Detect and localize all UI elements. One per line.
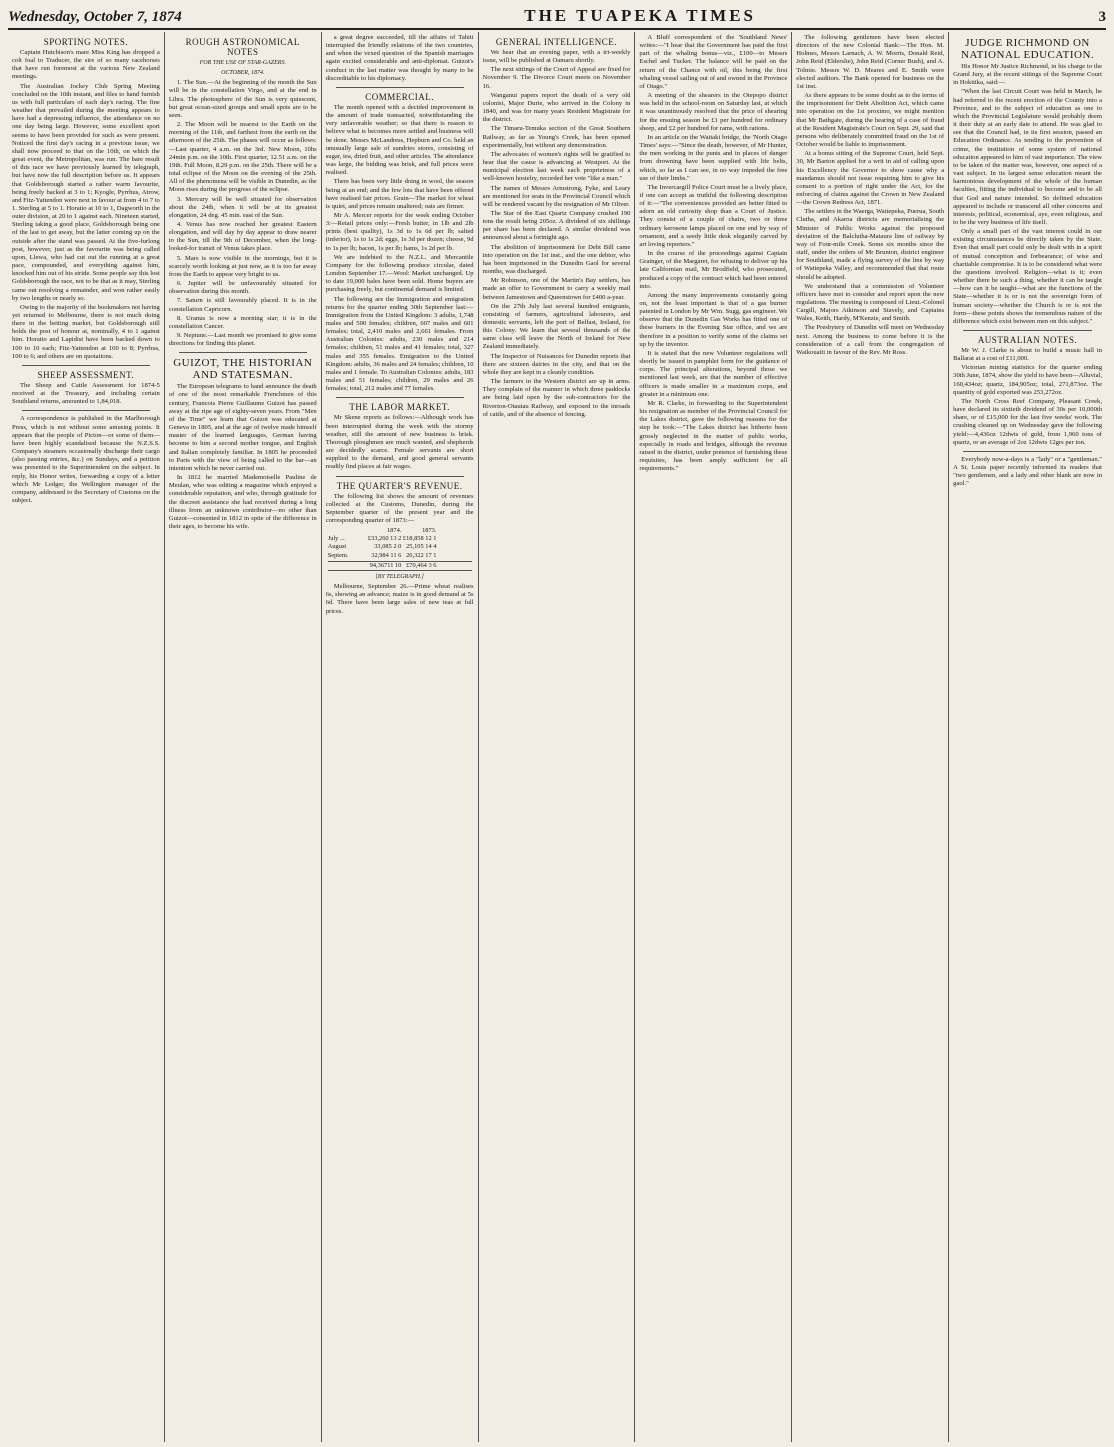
article-paragraph: In the course of the proceedings against Captain Grainger, of the Margaret, for refusing to deliver up his late Californian mail, Mr Brodfield, who prosecuted, produced a copy of the contract which had been entered into. — [639, 250, 788, 290]
table-cell: 25,105 14 4 — [406, 543, 437, 551]
section-subheading: OCTOBER, 1874. — [221, 70, 265, 77]
newspaper-title: THE TUAPEKA TIMES — [524, 6, 756, 25]
article-paragraph: The following list shows the amount of revenues collected at the Customs, Dunedin, during the September quarter of the present year and the corresponding quarter of 1873:— — [325, 492, 474, 524]
table-row — [328, 535, 472, 543]
article-paragraph: At a bonus sitting of the Supreme Court, held Sept. 30, Mr Barton applied for a writ in aid of calling upon his Excellency the Governor to show cause why a mandamus should not issue requiring him to give his consent to a portion of right under the Act, for the enforcing of claims against the Crown in New Zealand—the Crown Redress Act, 1871. — [796, 150, 945, 207]
divider — [963, 451, 1092, 452]
column-1 — [8, 32, 165, 1442]
table-cell: 1873. — [422, 527, 437, 535]
article-paragraph: The Sheep and Cattle Assessment for 1874-5 received at the Treasury, and including certain Southland returns, amounted to 1,84,018. — [12, 381, 160, 406]
article-paragraph: The farmers in the Western district are up in arms. They complain of the manner in which three paddocks are being laid open by the sub-contractors for the Riverton-Otautau Railway, and exposed to the inroads of cattle, and of the absence of fencing. — [482, 378, 631, 418]
article-paragraph: Melbourne, September 26.—Prime wheat realises 6s, showing an advance; maize is in good demand at 5s 6d. There have been large sales of new teas at full prices. — [325, 583, 474, 615]
article-paragraph: Everybody now-a-days is a "lady" or a "gentleman." A St. Louis paper recently informed its readers that "two gentlemen, and a lady and other blank are now in gaol." — [953, 455, 1102, 488]
article-paragraph: On the 27th July last several hundred emigrants, consisting of farmers, agricultural labourers, and domestic servants, left the port of Belfast, Ireland, for this Colony. We learn that several thousands of the same class will leave the North of Ireland for New Zealand immediately. — [482, 302, 631, 351]
article-paragraph: The following gentlemen have been elected directors of the new Colonial Bank:—The Hon. M. Holmes, Messrs Larnach, A. W. Morris, Donald Reid, John Reid (Elderslie), John Reid (Corner Bush), and A. Tolmie. Messrs W. D. Meares and E. Smith were elected auditors. The Bank opened for business on the 1st inst. — [796, 34, 945, 90]
article-paragraph: "When the last Circuit Court was held in March, he had referred to the recent erection of the County into a Province, and to the subject of education as one to which the Provincial Legislature would probably deem it their duty at an early date to attend. He was glad to see that the Council had, in its first session, passed an Education Ordinance. As tending to the prevention of crime, the institution of some system of national education appeared to him of vast importance. The view to be taken of the matter was, however, one aspect of a vast subject. In its largest sense education meant the harmonious development of the whole of the human faculties, fitting the individual to become and to be all that God and nature intended. So defined education appeared to include or transcend all other concerns and interests, political, economical, aye, even religious, and to be the very business of life itself. — [953, 88, 1102, 226]
article-paragraph: 1. The Sun.—At the beginning of the month the Sun will be in the constellation Virgo, and at the end in Libra. The photosphere of the Sun is very quiescent, but great ocean-sized groups and small spots are to be seen. — [168, 79, 317, 119]
article-paragraph: The Australian Jockey Club Spring Meeting concluded on the 10th instant, and files to hand furnish us with full particulars of each day's racing. The fine weather that prevailed during the meeting appears to have had a depressing influence, the attendance on no one day being large. However, some excellent sport seems to have been provided for such as were present. Noticed the first day's racing in a previous issue, we shall now proceed to that on the 10th, on which the great event, the Metropolitan, was run. The bare result of this race we have previously learned by telegraph, but have now the full description before us. It appears that Goldsborough started a rather warm favourite, being freely backed at 3 to 1; Kyogle, Pyrrhus, Atrow, and Fitz-Yattendon were next in favour at from 4 to 7 to 1. Sterling at 5 to 1. Horatio at 10 to 1, Dagworth in the outer division, at 20 to 1 against each. Nineteen started, Sterling taking a good place, Goldsborough being one of the last to get away, but the latter coming up on the outside after the stand was passed. At the five-furlong post, however, just as the favourite was being called upon, Llewa, who had cut out the running at a great pace, compounded, and everything against him, knocked him out of his stride. Some people say this lost Goldsborough the race, not to be that as it may, Sterling came out resolving a remainder, and won rather easily by two lengths or nearly so. — [12, 82, 160, 302]
article-paragraph: In 1812 he married Mademoiselle Pauline de Meulan, who was editing a magazine which enjoyed a considerable reputation, and who, through gratitude for the discreet assistance she had received during a long illness from an unknown contributor—no other than Guizot—consented in 1812 in spite of the difference in their ages, to become his wife. — [168, 474, 317, 530]
table-cell: £18,858 12 1 — [402, 535, 437, 543]
table-cell — [436, 535, 471, 543]
column-2 — [165, 32, 322, 1442]
table-cell: 32,984 11 6 — [371, 551, 402, 559]
article-paragraph: Mr R. Clarke, in forwarding to the Superintendent his resignation as member of the Provincial Council for the Lakes district, gave the following reasons for the step he took:—"The Lakes district has hitherto been grossly neglected in the matter of public works, especially in roads and bridges, although the revenue raised in the district, under pretence of furnishing these requisites, has been amply sufficient for all requirements." — [639, 399, 788, 473]
article-paragraph: 9. Neptune.—Last month we promised to give some directions for finding this planet. — [168, 332, 317, 348]
section-heading-labor-market: THE LABOR MARKET. — [349, 402, 450, 413]
article-paragraph: The following are the Immigration and emigration returns for the quarter ending 30th September last:—Immigration from the United Kingdom: 3 adults, 1,748 males and 500 females; children, 607 males and 601 females; total, 2,410 males and 2,661 females. From Australian Colonies: adults, 230 males and 214 females; children, 51 males and 41 females; total, 327 males and 355 females. Emigration to the United Kingdom: adults, 36 males and 24 females; children, 10 males and 1 female. To Australian Colonies: adults, 183 males and 51 females; children, 29 males and 26 females; total, 212 males and 77 females. — [325, 295, 474, 393]
divider — [22, 410, 150, 411]
table-row — [328, 552, 472, 560]
divider — [336, 87, 464, 88]
telegraph-tag: [BY TELEGRAPH.] — [375, 573, 424, 580]
table-cell: 1874. — [386, 527, 402, 535]
article-paragraph: 3. Mercury will be well situated for observation about the 24th, when it will be at its greatest elongation, 24 deg. 45 min. east of the Sun. — [168, 195, 317, 219]
article-paragraph: We hear that an evening paper, with a tri-weekly issue, will be published at Oamaru shortly. — [482, 49, 631, 65]
table-cell: Septem. — [327, 551, 349, 559]
article-paragraph: Mr Skene reports as follows:—Although work has been interrupted during the week with the stormy weather, still the amount of new business is brisk. Thorough ploughmen are much wanted, and shepherds are decidedly scarce. Female servants are short supplied to the demand, and good general servants readily find places at fair wages. — [325, 414, 474, 471]
table-cell: £70,464 3 6 — [406, 561, 437, 569]
column-6 — [792, 32, 949, 1442]
article-paragraph: We are indebted to the N.Z.L. and Mercantile Company for the following produce circular, dated London September 17.—Wool: Market unchanged. Up to date 19,000 bales have been sold. Home buyers are purchasing freely, but continental demand is limited. — [325, 253, 474, 294]
page-number: 3 — [1098, 9, 1106, 25]
section-subheading: FOR THE USE OF STAR-GAZERS. — [199, 60, 286, 66]
article-paragraph: Mr Robinson, one of the Martin's Bay settlers, has made an offer to Government to carry a weekly mail between Jamestown and Queenstown for £400 a-year. — [482, 277, 631, 301]
article-paragraph: 5. Mars is now visible in the mornings, but it is scarcely worth looking at just now, as it is too far away from the Earth to appear very bright to us. — [168, 254, 317, 278]
article-paragraph: The advocates of women's rights will be gratified to hear that the cause is advancing at Westport. At the municipal election last week each proprietress of a well-known hostelry, recorded her vote "like a man." — [482, 150, 631, 183]
article-paragraph: Owing to the majority of the bookmakers not having yet returned to Melbourne, there is not much doing there in the betting market, but Goldsborough still holds the post of honour at, nominally, 4 to 1 against him. Horatio and Lapidist have been backed down to 100 to 10 each; Fitz-Yattendon at 100 to 8; Pyrrhus, 100 to 6; and others are on quotations. — [12, 303, 160, 360]
section-heading-guizot: GUIZOT, THE HISTORIAN AND STATESMAN. — [173, 357, 313, 382]
article-paragraph: 2. The Moon will be nearest to the Earth on the morning of the 11th, and farthest from the earth on the afternoon of the 25th. The phases will occur as follows:—Last quarter, 4 a.m. on the 3rd. New Moon, 10hs 24min p.m. on the 10th. First quarter, 12.51 a.m. on the 19th. Full Moon, 8.29 p.m. on the 25th. There will be a total eclipse of the Moon on the evening of the 25th. All of the phenomena will be visible in Dunedin, as the Moon rises during the progress of the eclipse. — [168, 121, 317, 194]
section-heading-quarters-revenue: THE QUARTER'S REVENUE. — [336, 480, 463, 491]
article-paragraph: A Bluff correspondent of the 'Southland News' writes:—"I hear that the Government has paid the first part of the whaling bonus—viz., £100—to Messrs Eschel and Tucker. The balance will be paid on the return of the Chance with oil, this being the first whaling vessel sailing out of and owned in the Province of Otago." — [639, 34, 788, 90]
article-paragraph: We understand that a commission of Volunteer officers have met to consider and report upon the new regulations. The meeting is composed of Lieut.-Colonel Cargill, Majors Atkinson and Stavely, and Captains Wales, Keith, Hardy, M'Kenzie, and Smith. — [796, 282, 945, 323]
article-paragraph: The European telegrams to hand announce the death of one of the most remarkable Frenchmen of this century, Francois Pierre Guillaume Guizot has passed away at the ripe age of eighty-seven years. From "Men of the Time" we learn that Guizot was educated at Geneva in 1805, and at the age of twelve made himself master of the learned languages, German having become to him a second mother tongue, and English and Italian completely familiar. In 1805 he proceeded to Paris with the view of being called to the bar—an intention which he never carried out. — [168, 383, 317, 472]
article-paragraph: In an article on the Waitaki bridge, the 'North Otago Times' says:—"Since the death, however, of Mr Hunter, the men working in the punts and in places of danger from drowning have been supplied with life belts, which, so far as I can see, in no way impeded the free use of their limbs." — [639, 133, 788, 182]
article-paragraph: As there appears to be some doubt as to the terms of the imprisonment for Debt Abolition Act, which came into operation on the 1st proximo, we might mention that Mr Bathgate, during the hearing of a case of fraud at the Resident Magistrate's Court on Sept. 29, said that persons who deliberately committed fraud on the 1st of October would be liable to imprisonment. — [796, 92, 945, 149]
table-cell — [436, 527, 471, 535]
table-row — [328, 543, 472, 551]
article-paragraph: The Invercargill Police Court must be a lively place, if one can accept as truthful the following description of it:—"The conveniences provided are better fitted to adorn an old curiosity shop than a Court of Justice. They consist of a couple of chairs, two or three ordinary kerosene lamps placed on one end by way of ornament, and a seedy little desk elegantly carved by art loving reporters." — [639, 183, 788, 248]
article-paragraph: Captain Hutchison's mare Miss King has dropped a colt foal to Traducer, the sire of so many racehorses that have run foremost at the various New Zealand meetings. — [12, 49, 160, 81]
article-paragraph: Only a small part of the vast interest could in our existing circumstances be directly taken by the State. Even that small part could only be dealt with in a spirit of mutual conception and forbearance; of wise and charitable compromise. It is to be considered what were the questions involved. Religion—what is it; even whether there be such a thing, whether it can be taught—how can it be taught—what are the functions of the State—whether it is or is not the sovereign form of human society—whether the Church is or is not the form—these points shows the tremendous nature of the difference which exist between men on this subject." — [953, 228, 1102, 325]
table-cell: £33,260 13 2 — [367, 535, 402, 543]
table-cell — [328, 527, 367, 535]
article-paragraph: Victorian mining statistics for the quarter ending 30th June, 1874, show the yield to have been—Alluvial, 160,434oz; quartz, 184,905oz; total, 271,873oz. The quantity of gold exported was 253,272oz. — [953, 364, 1102, 396]
article-paragraph: The Star of the East Quartz Company crushed 190 tons the result being 205oz. A dividend of six shillings per share has been declared. A similar dividend was announced about a fortnight ago. — [482, 209, 631, 242]
section-heading-sheep-assessment: SHEEP ASSESSMENT. — [37, 369, 135, 380]
article-paragraph: It is stated that the new Volunteer regulations will shortly be issued in pamphlet form for the guidance of corps. The principal alterations, beyond those we mentioned last week, are that the number of effective officers is made smaller in a maximum corps, and greater in a minimum one. — [639, 349, 788, 398]
table-cell: August — [327, 543, 347, 551]
divider — [963, 330, 1092, 331]
table-cell: 26,322 17 1 — [406, 551, 437, 559]
article-paragraph: Mr A. Mercer reports for the week ending October 3:—Retail prices only:—Fresh butter, in 1lb and 2lb prints (best quality), 1s 3d to 1s 6d per lb; salted (inferior), 1s to 1s 2d; eggs, 1s 3d per dozen; cheese, 9d to 1s per lb; bacon, 1s per lb; hams, 1s 2d per lb. — [325, 211, 474, 252]
section-heading-general-intelligence: GENERAL INTELLIGENCE. — [495, 37, 618, 47]
table-header-row — [328, 527, 472, 535]
article-paragraph: A meeting of the shearers in the Otepopo district was held in the school-room on Saturday last, at which it was unanimously resolved that the price of shearing for the ensuing season be £1 per hundred for ordinary sheep, and £2 per hundred for rams, with rations. — [639, 92, 788, 132]
article-paragraph: The Presbytery of Dunedin will meet on Wednesday next. Among the business to come before it is the consideration of a call from the congregation of Waikouaiti in favour of the Rev. Mr Ross. — [796, 324, 945, 356]
article-paragraph: The settlers in the Waerga, Waitepeka, Puerua, South Clutha, and Akaroa districts are memorialising the Minister of Public Works against the proposed deviation of the Balclutha-Mataura line of railway by way of Four-mile Creek. Some six months since the staff, under the orders of Mr Brunton, district engineer for Southland, made a flying survey of the line by way of Waitepeka Valley, and recommended that that route should be adopted. — [796, 208, 945, 281]
article-paragraph: The Timaru-Temuka section of the Great Southern Railway, as far as Young's Creek, has been opened experimentally, but without any demonstration. — [482, 125, 631, 149]
column-4 — [479, 32, 636, 1442]
column-5 — [635, 32, 792, 1442]
article-paragraph: Among the many improvements constantly going on, not the least important is that of a gas burner patented in London by Mr Wm. Sugg, gas engineer. We observe that the Dunedin Gas Works has fitted one of these burners in the Evening Star office, and we are therefore in a position to verify some of the claims set up by the inventor. — [639, 291, 788, 348]
section-heading-australian-notes: AUSTRALIAN NOTES. — [977, 335, 1078, 345]
article-paragraph: The North Cross Reef Company, Pleasant Creek, have declared its sixtieth dividend of 30s per 10,000th share, or of £15,000 for the last five weeks' work. The crushing cleaned up on Wednesday gave the following yield:—4,436oz 12dwts of gold, from 1,960 tons of quartz, or an average of 2oz 12dwts 12grs per ton. — [953, 397, 1102, 446]
article-paragraph: The names of Messrs Armstrong, Fyke, and Leary are mentioned for seats in the Provincial Council which will be rendered vacant by the resignation of Mr Oliver. — [482, 184, 631, 208]
column-7 — [949, 32, 1106, 1442]
article-paragraph: Mr W. J. Clarke is about to build a music hall in Ballarat at a cost of £11,000. — [953, 347, 1102, 363]
section-heading-astronomical-notes: ROUGH ASTRONOMICAL NOTES — [185, 37, 300, 57]
article-paragraph: 6. Jupiter will be unfavourably situated for observation during this month. — [168, 280, 317, 296]
table-cell — [436, 562, 471, 570]
article-paragraph: Wanganui papers report the death of a very old colonist, Major Durie, who arrived in the Colony in 1840, and was for many years Resident Magistrate for the district. — [482, 91, 631, 124]
divider — [22, 365, 150, 366]
issue-date: Wednesday, October 7, 1874 — [8, 9, 182, 25]
table-cell: 33,085 2 0 — [374, 543, 402, 551]
article-paragraph: 7. Saturn is still favourably placed. It is in the constellation Capricorn. — [168, 297, 317, 313]
table-cell — [436, 543, 471, 551]
masthead — [8, 4, 1106, 30]
article-paragraph: The abolition of imprisonment for Debt Bill came into operation on the 1st inst., and the one debtor, who has been imprisoned in the Dunedin Gaol for several months, was discharged. — [482, 243, 631, 276]
article-paragraph: a great degree succeeded, till the affairs of Tahiti interrupted the friendly relations of the two countries, and when the vexed question of the Spanish marriages again excited considerable and anti-diplomat. Guizot's conduct in the last matter was thought by many to be discreditable to his diplomacy. — [325, 34, 474, 82]
table-total-row — [328, 561, 472, 571]
section-heading-commercial: COMMERCIAL. — [365, 91, 435, 102]
divider — [336, 476, 464, 477]
table-cell — [328, 562, 367, 570]
table-cell: 94,36711 10 — [369, 561, 402, 569]
article-paragraph: 8. Uranus is now a morning star; it is in the constellation Cancer. — [168, 314, 317, 330]
section-heading-sporting-notes: SPORTING NOTES. — [43, 37, 129, 47]
article-paragraph: The next sittings of the Court of Appeal are fixed for November 9. The Divorce Court meets on November 16. — [482, 66, 631, 90]
table-cell: July ... — [327, 535, 345, 543]
section-heading-judge-richmond: JUDGE RICHMOND ON NATIONAL EDUCATION. — [961, 37, 1095, 61]
divider — [179, 352, 307, 353]
article-paragraph: A correspondence is published in the Marlborough Press, which is not without some amusing points. It appears that the people of Picton—or some of them—have been highly scandalised because the N.Z.S.S. Company's steamers occasionally discharge their cargo (also passing entries, &c.) on Sundays, and a petition was presented to the Superintendent on the subject. In reply, his Honor writes, forwarding a copy of a letter which Mr Ledger, the Wellington manager of the company, addressed to the Secretary of Customs on the subject. — [12, 415, 160, 504]
table-cell — [436, 552, 471, 560]
columns — [8, 32, 1106, 1442]
article-paragraph: The month opened with a decided improvement in the amount of trade transacted, notwithstanding the very unfavorable weather; so that there is reason to believe what is becomes more settled and business will be done. Messrs McLandress, Hepburn and Co. held an unusually large sale of sundries stores, consisting of sugar, tea, dried fruit, and other articles. The attendance was large, the bidding was brisk, and full prices were realised. — [325, 103, 474, 177]
article-paragraph: His Honor Mr Justice Richmond, in his charge to the Grand Jury, at the recent sittings of the Supreme Court in Hokitika, said:— — [953, 63, 1102, 87]
article-paragraph: The Inspector of Nuisances for Dunedin reports that there are sixteen dairies in the city, and that on the whole they are kept in a cleanly condition. — [482, 352, 631, 376]
article-paragraph: 4. Venus has now reached her greatest Eastern elongation, and will day by day appear to draw nearer to the Sun, till the 9th of December, when the long-looked-for transit of Venus takes place. — [168, 220, 317, 253]
revenue-table — [328, 527, 472, 571]
article-paragraph: There has been very little doing in wool, the season being at an end; and the few lots that have been offered have realised fair prices. Grain—The market for wheat is quiet, and prices remain unaltered; oats are firmer. — [325, 178, 474, 210]
column-3 — [322, 32, 479, 1442]
divider — [336, 397, 464, 398]
